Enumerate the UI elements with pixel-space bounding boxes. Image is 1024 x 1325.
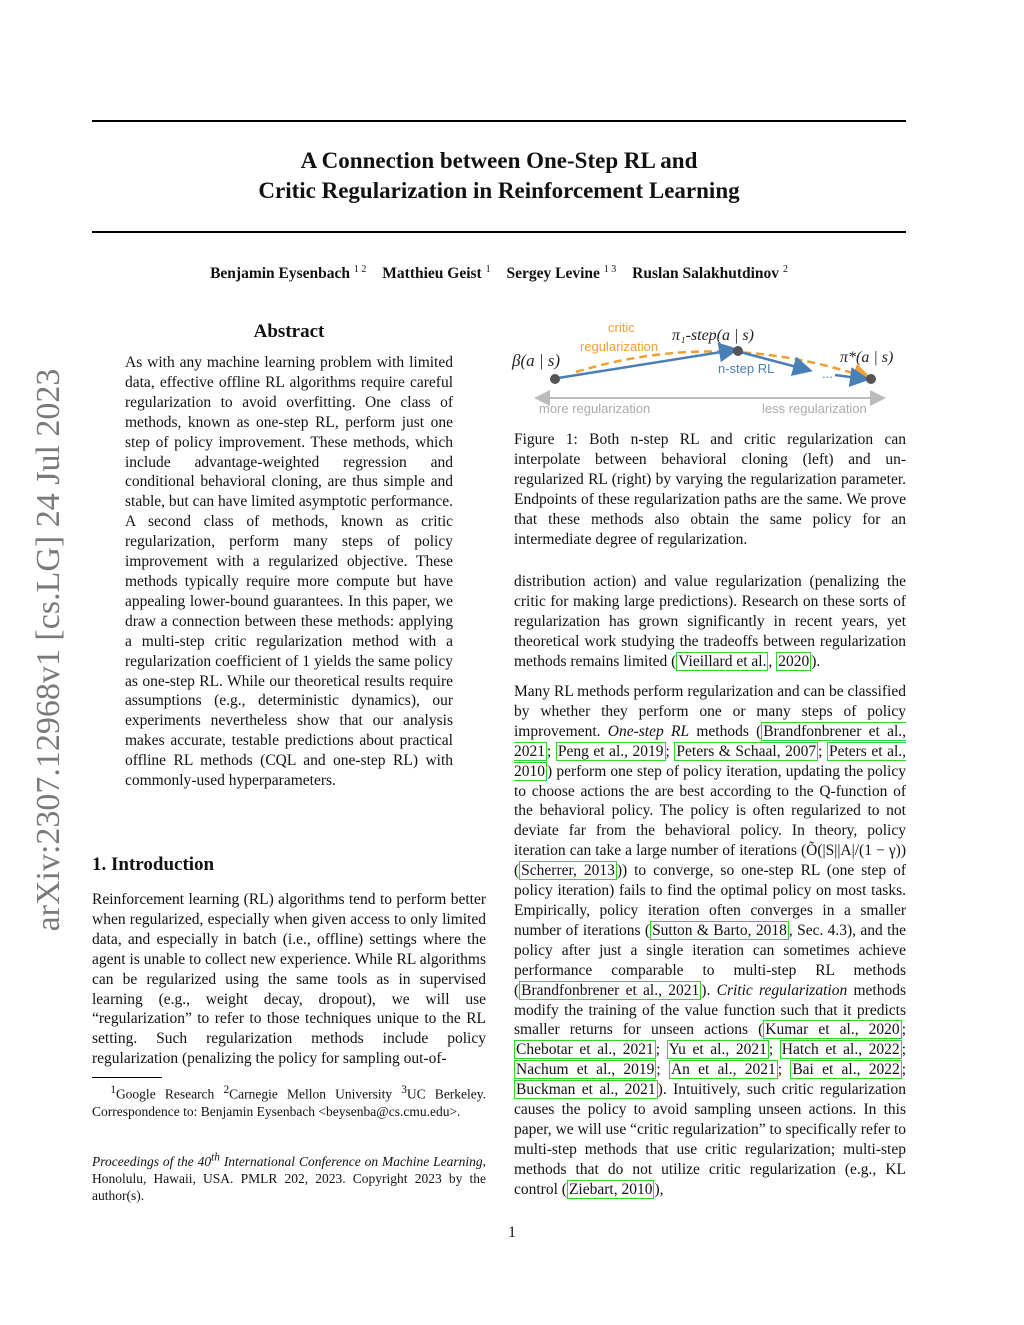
paragraph-text: Many RL methods perform regularization and can be classified by whether they perform one or many steps of policy improvement. [514,683,906,740]
citation-link[interactable]: Peters & Schaal, 2007 [676,742,817,760]
paragraph-text: ). [701,981,717,999]
author-2 [382,265,490,282]
author-name: Benjamin Eysenbach [210,265,351,283]
paragraph-regularization [514,572,906,672]
paragraph-text: ). Intuitively, such critic regularization causes the policy to avoid sampling unseen actions. In this paper, we will use “critic regularization” to specifically refer to multi-step methods that use critic regularization; multi-step methods that do not utilize critic regularization (e.g., KL control ( [514,1081,906,1198]
title-rule-top [92,120,906,122]
author-3 [506,265,616,282]
paper-title [92,146,906,206]
citation-link[interactable]: Nachum et al., 2019 [516,1061,655,1079]
n-step-label: n-step RL [718,361,775,376]
title-line-1: A Connection between One-Step RL and [300,148,698,173]
abstract-heading: Abstract [253,321,325,342]
author-affiliation: 1 [485,264,491,275]
introduction-text: Reinforcement learning (RL) algorithms tend to perform better when regularized, especially when given access to only limited data, and especially in batch (i.e., offline) settings where the agent is unable to collect new experience. While RL algorithms can be regularized using the same tools as in supervised learning (e.g., weight decay, dropout), we will use “regularization” to refer to those techniques unique to the RL setting. Such regularization methods include policy regularization (penalizing the policy for sampling out-of- [92,891,486,1068]
author-affiliation: 2 [782,264,788,275]
proceedings-sup: th [211,1151,220,1163]
author-name: Sergey Levine [506,265,600,283]
emphasis-one-step: One-step RL [607,722,690,740]
section-heading-introduction: 1. Introduction [92,854,215,875]
citation-link[interactable]: Peng et al., 2019 [557,742,664,760]
critic-label: critic [608,320,635,335]
citation-link[interactable]: Hatch et al., 2022 [781,1041,900,1059]
affiliation-3: UC Berkeley. [406,1086,487,1102]
paragraph-text: methods ( [689,722,762,740]
regularization-label: regularization [580,339,659,354]
correspondence: Correspondence to: Benjamin Eysenbach <beysenba@cs.cmu.edu>. [92,1103,461,1119]
author-1 [210,265,366,282]
affiliation-2: Carnegie Mellon University [229,1086,393,1102]
citation-link[interactable]: Scherrer, 2013 [521,862,615,880]
paragraph-text: methods modify the training of the value function such that it predicts smaller returns for unseen actions ( [514,981,907,1039]
caption-text: Both n-step RL and critic regularization can interpolate between behavioral cloning (left) and un-regularized RL (right) by varying the regularization parameter. Endpoints of these regularization paths are the same. We prove that these methods also obtain the same policy for an intermediate degree of regularization. [514,431,906,548]
footnote-mark: 3 [401,1084,407,1096]
citation-link[interactable]: An et al., 2021 [670,1061,776,1079]
affiliation-1: Google Research [115,1086,215,1102]
paragraph-text: distribution action) and value regularization (penalizing the critic for making large predictions). Research on these sorts of regularization has grown significantly in recent years, yet theoretical work studying the tradeoffs between regularization methods remains limited ( [514,573,906,670]
proceedings-prefix: Proceedings of the 40 [92,1153,212,1169]
paragraph-text: ), [654,1180,664,1198]
more-regularization-label: more regularization [539,401,651,416]
citation-link[interactable]: Sutton & Barto, 2018 [652,921,787,939]
paragraph-text: , Sec. 4.3), and the policy after just a single iteration can sometimes achieve performance comparable to multi-step RL methods ( [514,921,907,999]
emphasis-critic-regularization: Critic regularization [716,981,848,999]
pi-star-label: π*(a | s) [840,349,894,366]
author-name: Matthieu Geist [382,265,482,283]
author-list [92,264,906,283]
title-rule-bottom [92,231,906,233]
page-number: 1 [508,1224,516,1241]
one-step-arrow [558,350,734,378]
pi-one-step-label: π₁-step(a | s) [672,327,754,344]
paragraph-text: ) perform one step of policy iteration, updating the policy to choose actions the are best according to the Q-function of the behavioral policy. The policy is often regularized to not deviate far from the behavioral policy. In theory, policy iteration can take a large number of iterations (Õ(|S||A|/(1 − γ)) ( [514,762,906,880]
footnote-mark: 1 [110,1084,116,1096]
citation-link[interactable]: Bai et al., 2022 [792,1061,900,1079]
citation-link[interactable]: Yu et al., 2021 [668,1041,767,1059]
pi-one-step-point [733,346,743,356]
author-4 [632,265,788,282]
arxiv-watermark: arXiv:2307.12968v1 [cs.LG] 24 Jul 2023 [30,368,67,932]
caption-label: Figure 1: [514,431,578,448]
paragraph-text: )) to converge, so one-step RL (one step of policy iteration) fails to find the optimal policy on most tasks. Empirically, policy iteration often converges in a smaller number of iterations ( [514,862,907,939]
paragraph-text: ). [811,652,821,670]
author-affiliation: 1 2 [353,264,367,275]
ellipsis-label: ... [822,366,833,381]
citation-link[interactable]: 2020 [778,652,810,670]
beta-point [550,374,560,384]
citation-link[interactable]: Ziebart, 2010 [568,1180,653,1198]
figure-caption [514,430,906,549]
author-name: Ruslan Salakhutdinov [632,265,780,283]
citation-link[interactable]: Vieillard et al. [678,652,767,670]
citation-link[interactable]: Chebotar et al., 2021 [516,1041,654,1059]
citation-link[interactable]: Kumar et al., 2020 [765,1021,900,1039]
citation-link[interactable]: Peters et al., 2010 [514,742,907,780]
proceedings-conference: International Conference on Machine Learning [219,1153,483,1169]
citation-link[interactable]: Brandfonbrener et al., 2021 [521,981,700,999]
author-affiliation: 1 3 [603,264,617,275]
proceedings-note [92,1149,486,1204]
paragraph-rl-methods: Many RL methods perform regularization and can be classified by whether they perform one or many steps of policy improvement. One-step RL methods ( Brandfonbrener et al., 2021 ; Peng et al., 2019 ; Peters & Schaal, 2007 ; Peters et al., 2010 ) perform one step of policy iteration, updating the policy to choose actions the are best according to the Q-function of the behavioral policy. The policy is often regularized to not deviate far from the behavioral policy. In theory, policy iteration can take a large number of iterations (Õ(|S||A|/(1 − γ)) ( Scherrer, 2013 )) to converge, so one-step RL (one step of policy iteration) fails to find the optimal policy on most tasks. Empirically, policy iteration often converges in a smaller number of iterations ( Sutton & Barto, 2018 , Sec. 4.3), and the policy after just a single iteration can sometimes achieve performance comparable to multi-step RL methods ( Brandfonbrener et al., 2021 ). Critic regularization methods modify the training of the value function such that it predicts smaller returns for unseen actions ( Kumar et al., 2020 ; Chebotar et al., 2021 ; Yu et al., 2021 ; Hatch et al., 2022 ; Nachum et al., 2019 ; An et al., 2021 ; Bai et al., 2022 ; Buckman et al., 2021 ). Intuitively, such critic regularization causes the policy to avoid sampling unseen actions. In this paper, we will use “critic regularization” to specifically refer to multi-step methods that use critic regularization; multi-step methods that do not utilize critic regularization (e.g., KL control ( Ziebart, 2010 ), [514,683,907,1198]
citation-link[interactable]: Buckman et al., 2021 [516,1081,656,1099]
affiliation-footnote [92,1082,486,1120]
pi-star-point [866,374,876,384]
citation-link[interactable]: Brandfonbrener et al., 2021 [514,722,907,760]
figure-1-diagram [510,318,910,420]
citation-separator: , [768,652,777,670]
proceedings-rest: , Honolulu, Hawaii, USA. PMLR 202, 2023. Copyright 2023 by the author(s). [92,1153,486,1203]
footnote-rule [92,1077,162,1078]
abstract-text: As with any machine learning problem with limited data, effective offline RL algorithms require careful regularization to avoid overfitting. One class of methods, known as one-step RL, perform just one step of policy improvement. These methods, which include advantage-weighted regression and conditional behavioral cloning, are thus simple and stable, but can have limited asymptotic performance. A second class of methods, known as critic regularization, perform many steps of policy improvement with a regularized objective. These methods typically require more compute but have appealing lower-bound guarantees. In this paper, we draw a connection between these methods: applying a multi-step critic regularization method with a regularization coefficient of 1 yields the same policy as one-step RL. While our theoretical results require assumptions (e.g., deterministic dynamics), our experiments nevertheless show that our analysis makes accurate, testable predictions about practical offline RL methods (CQL and one-step RL) with commonly-used hyperparameters. [125,354,453,790]
less-regularization-label: less regularization [762,401,867,416]
footnote-mark: 2 [223,1084,230,1096]
title-line-2: Critic Regularization in Reinforcement Learning [258,178,740,203]
beta-label: β(a | s) [512,351,561,370]
